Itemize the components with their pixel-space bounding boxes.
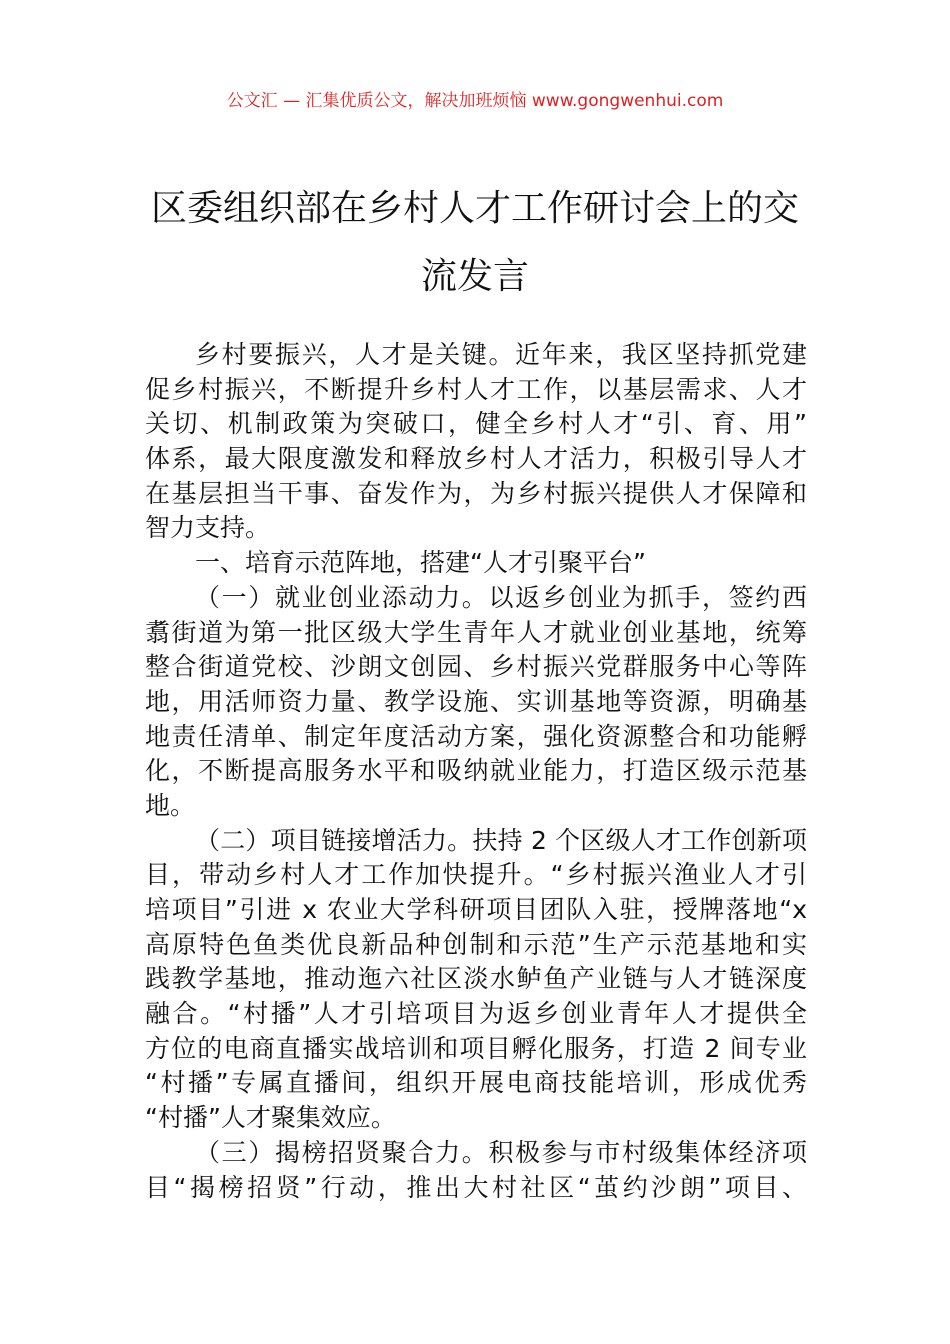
text-line: 促乡村振兴，不断提升乡村人才工作，以基层需求、人才 [145, 374, 807, 404]
text-line: 在基层担当干事、奋发作为，为乡村振兴提供人才保障和 [145, 478, 807, 508]
document-body [145, 338, 807, 1205]
text-line: 体系，最大限度激发和释放乡村人才活力，积极引导人才 [145, 444, 807, 474]
text-line: “村播”人才聚集效应。 [145, 1103, 396, 1133]
text-line: “村播”专属直播间，组织开展电商技能培训，形成优秀 [145, 1068, 807, 1098]
text-line: （一）就业创业添动力。以返乡创业为抓手，签约西 [195, 582, 807, 612]
text-line: 地，用活师资力量、教学设施、实训基地等资源，明确基 [145, 686, 807, 716]
text-line: 高原特色鱼类优良新品种创制和示范”生产示范基地和实 [145, 929, 807, 959]
text-line: 整合街道党校、沙朗文创园、乡村振兴党群服务中心等阵 [145, 652, 807, 682]
text-line: 目“揭榜招贤”行动，推出大村社区“茧约沙朗”项目、 [145, 1172, 807, 1202]
text-line: 培项目”引进 x 农业大学科研项目团队入驻，授牌落地“x [145, 895, 807, 924]
document-title-line-1: 区委组织部在乡村人才工作研讨会上的交 [150, 188, 799, 229]
text-line: （三）揭榜招贤聚合力。积极参与市村级集体经济项 [195, 1137, 807, 1167]
text-line: 化，不断提高服务水平和吸纳就业能力，打造区级示范基 [145, 756, 807, 786]
text-line: 地责任清单、制定年度活动方案，强化资源整合和功能孵 [145, 721, 807, 751]
site-banner: 公文汇 — 汇集优质公文，解决加班烦恼 www.gongwenhui.com [226, 91, 724, 111]
text-line: 目，带动乡村人才工作加快提升。“乡村振兴渔业人才引 [145, 860, 807, 890]
text-line: 翥街道为第一批区级大学生青年人才就业创业基地，统筹 [145, 617, 807, 647]
text-line: 方位的电商直播实战培训和项目孵化服务，打造 2 间专业 [145, 1033, 807, 1063]
text-line: 融合。“村播”人才引培项目为返乡创业青年人才提供全 [145, 999, 807, 1029]
text-line: （二）项目链接增活力。扶持 2 个区级人才工作创新项 [195, 825, 807, 855]
text-line: 乡村要振兴，人才是关键。近年来，我区坚持抓党建 [195, 340, 807, 369]
document-title-line-2: 流发言 [420, 256, 529, 297]
text-line: 地。 [145, 790, 196, 820]
text-line: 践教学基地，推动迤六社区淡水鲈鱼产业链与人才链深度 [145, 964, 807, 994]
text-line: 智力支持。 [145, 513, 271, 543]
text-line: 关切、机制政策为突破口，健全乡村人才“引、育、用” [145, 409, 807, 439]
text-line: 一、培育示范阵地，搭建“人才引聚平台” [195, 548, 646, 578]
